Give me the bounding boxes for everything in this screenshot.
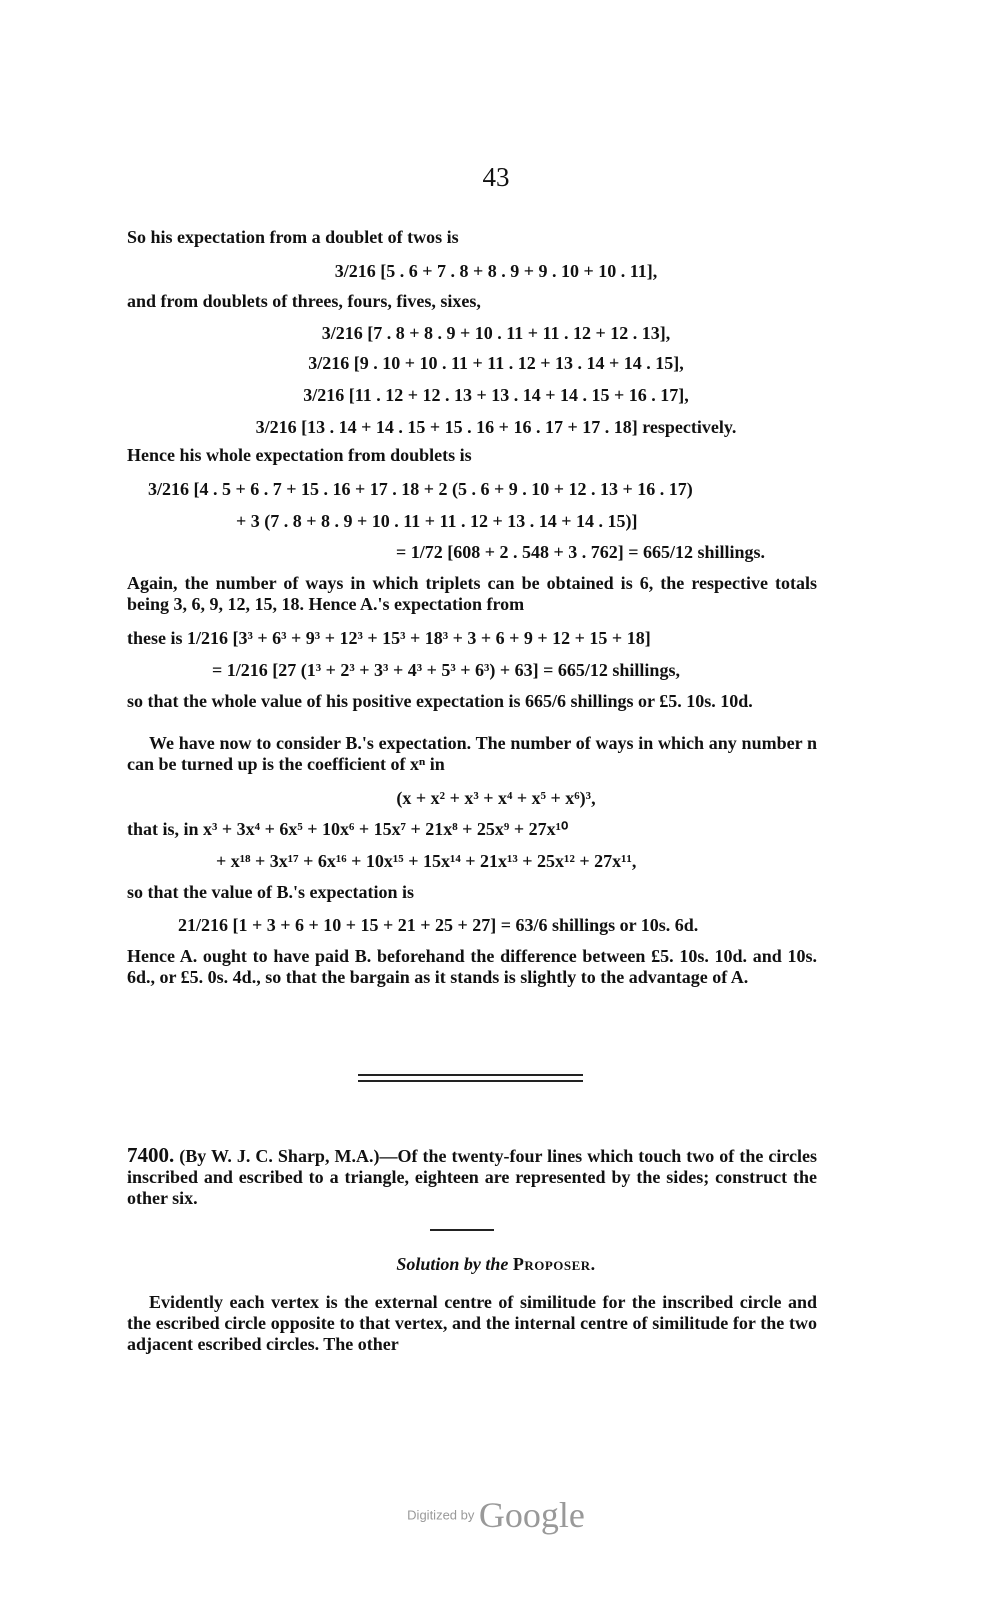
solution-heading-name: Proposer.: [512, 1254, 596, 1274]
paragraph-conclusion: Hence A. ought to have paid B. beforehand the difference between £5. 10s. 10d. and 10s. 6d., or £5. 0s. 4d., so that the bargain as it stands is slightly to the advantage of A.: [127, 946, 817, 987]
question-text: (By W. J. C. Sharp, M.A.)—Of the twenty-four lines which touch two of the circles inscribed and escribed to a triangle, eighteen are represented by the sides; construct the other six.: [127, 1146, 817, 1208]
paragraph-positive-expectation: so that the whole value of his positive expectation is 665/6 shillings or £5. 10s. 10d.: [127, 691, 753, 711]
question-7400: [127, 1145, 817, 1209]
short-rule: [430, 1229, 494, 1231]
equation-expansion-2: + x¹⁸ + 3x¹⁷ + 6x¹⁶ + 10x¹⁵ + 15x¹⁴ + 21x¹³ + 25x¹² + 27x¹¹,: [216, 851, 637, 871]
equation-whole-doublets-1: 3/216 [4 . 5 + 6 . 7 + 15 . 16 + 17 . 18 + 2 (5 . 6 + 9 . 10 + 12 . 13 + 16 . 17): [148, 479, 693, 499]
equation-generating-function: (x + x² + x³ + x⁴ + x⁵ + x⁶)³,: [396, 788, 596, 808]
digitized-label: Digitized by: [407, 1507, 475, 1523]
equation-b-expectation: 21/216 [1 + 3 + 6 + 10 + 15 + 21 + 25 + 27] = 63/6 shillings or 10s. 6d.: [178, 915, 699, 935]
equation-doublet-fours: 3/216 [9 . 10 + 10 . 11 + 11 . 12 + 13 . 14 + 14 . 15],: [308, 353, 684, 373]
solution-paragraph: Evidently each vertex is the external centre of similitude for the inscribed circle and the escribed circle opposite to that vertex, and the internal centre of similitude for the two adjacent escribed circles. The other: [127, 1292, 817, 1354]
paragraph-b-expectation: We have now to consider B.'s expectation. The number of ways in which any number n can be turned up is the coefficient of xⁿ in: [127, 733, 817, 774]
digitized-footer: [0, 1494, 992, 1536]
equation-doublet-fives: 3/216 [11 . 12 + 12 . 13 + 13 . 14 + 14 . 15 + 16 . 17],: [303, 385, 689, 405]
solution-heading: [0, 1254, 992, 1275]
paragraph-triplets: Again, the number of ways in which triplets can be obtained is 6, the respective totals being 3, 6, 9, 12, 15, 18. Hence A.'s expectation from: [127, 573, 817, 614]
question-number: 7400.: [127, 1143, 175, 1167]
page-number: 43: [482, 162, 510, 192]
equation-doublet-twos: 3/216 [5 . 6 + 7 . 8 + 8 . 9 + 9 . 10 + 10 . 11],: [334, 261, 658, 281]
equation-triplets-2: = 1/216 [27 (1³ + 2³ + 3³ + 4³ + 5³ + 6³) + 63] = 665/12 shillings,: [212, 660, 680, 680]
equation-doublet-threes: 3/216 [7 . 8 + 8 . 9 + 10 . 11 + 11 . 12 + 12 . 13],: [321, 323, 671, 343]
equation-expansion-1: that is, in x³ + 3x⁴ + 6x⁵ + 10x⁶ + 15x⁷ + 21x⁸ + 25x⁹ + 27x¹⁰: [127, 819, 569, 839]
text-line-3: Hence his whole expectation from doublets is: [127, 445, 472, 465]
equation-whole-doublets-2: + 3 (7 . 8 + 8 . 9 + 10 . 11 + 11 . 12 + 13 . 14 + 14 . 15)]: [236, 511, 638, 531]
text-line-2: and from doublets of threes, fours, fives, sixes,: [127, 291, 481, 311]
equation-triplets-1: these is 1/216 [3³ + 6³ + 9³ + 12³ + 15³ + 18³ + 3 + 6 + 9 + 12 + 15 + 18]: [127, 628, 651, 648]
google-logo: Google: [478, 1495, 585, 1535]
equation-whole-doublets-3: = 1/72 [608 + 2 . 548 + 3 . 762] = 665/12 shillings.: [396, 542, 766, 562]
text-line-1: So his expectation from a doublet of twos is: [127, 227, 459, 247]
section-divider: [358, 1074, 583, 1082]
equation-doublet-sixes: 3/216 [13 . 14 + 14 . 15 + 15 . 16 + 16 . 17 + 17 . 18] respectively.: [255, 417, 737, 437]
solution-heading-prefix: Solution by the: [396, 1254, 509, 1274]
text-line-b-value: so that the value of B.'s expectation is: [127, 882, 414, 902]
